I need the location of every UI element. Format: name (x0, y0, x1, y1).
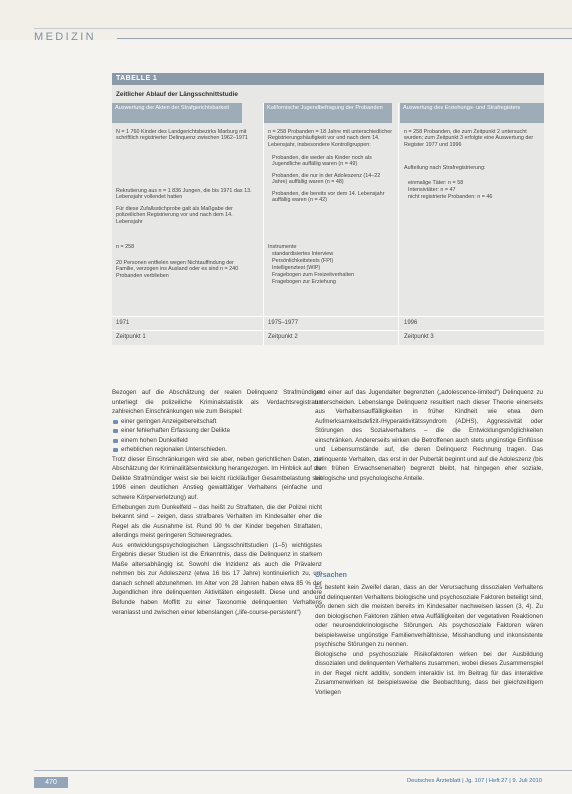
col3-block2: Aufteilung nach Strafregistrierung: (404, 165, 486, 171)
list-item: erheblichen regionalen Unterschieden. (112, 445, 322, 455)
paragraph: und einer auf das Jugendalter begrenzten („adolescence-limited“) Delinquenz zu unterscheiden. Lebenslange Delinquenz resultiert nach dieser Theorie einerseits aus Verhaltensauffälligkeiten in früher Kindheit wie etwa dem Aufmerksamkeitsdefizit-/Hyperaktivitätssyndrom (ADHS), Aggressivität oder Störungen des Sozialverhaltens – die die Entwicklungsmöglichkeiten einschränken. Andererseits wirken die Betroffenen auch stets ungünstige Einflüsse und Lebensumstände auf, die deren Delinquenz Rechnung tragen. Das delinquente Verhalten, das erst in der Pubertät beginnt und auf die Adoleszenz (bis zum frühen Erwachsenenalter) begrenzt bleibt, hat hingegen eher soziale, biologische und psychologische Anteile. (315, 389, 543, 482)
col2-instrument: Persönlichkeitstests (FPI) (272, 258, 334, 264)
table-row-divider (112, 330, 544, 331)
year-cell: 1996 (404, 320, 418, 326)
col2-instrument: Intelligenztest (WIP) (272, 265, 321, 271)
timepoint-cell: Zeitpunkt 1 (116, 334, 146, 340)
table-col-header-2: Kalifornische Jugendbefragung der Probanden (264, 103, 392, 123)
col1-n: n = 258 (116, 244, 135, 250)
col2-item: Probanden, die bereits vor dem 14. Lebensjahr auffällig waren (n = 42) (272, 191, 385, 204)
page-header (0, 0, 572, 43)
paragraph: Aus entwicklungspsychologischen Längsschnittstudien (1–5) wichtigstes Ergebnis dieser Studien ist die Erkenntnis, dass die Delinquenz in starkem Maße altersabhängig ist. Sowohl die Inzidenz als auch die Prävalenz nehmen bis zur Adoleszenz (etwa 16 bis 17 Jahre) kontinuierlich zu, um danach schnell abzunehmen. Im Alter von 28 Jahren haben etwa 85 % der Jugendlichen ihre delinquenten Aktivitäten eingestellt. Diese und andere Befunde haben Moffitt zu einer Taxonomie delinquenten Verhaltens veranlasst und zwischen einer lebenslangen („life-course-persistent“) (112, 541, 322, 616)
section-heading: Ursachen (315, 572, 347, 579)
bullet-list (112, 417, 322, 455)
paragraph: Trotz dieser Einschränkungen wird sie aber, neben gerichtlichen Daten, zur Abschätzung der Kriminalitätsentwicklung herangezogen. Im Hinblick auf die Delikte Strafmündiger weist sie bei leicht rückläufiger Gesamtbelastung seit 1996 einen deutlichen Anstieg gewalttätiger Verhaltens (einfache und schwere Körperverletzung) auf. (112, 455, 322, 502)
col1-block4: 20 Personen entfielen wegen Nichtauffindung der Familie, verzogen ins Ausland oder es sind n = 240 Probanden verblieben (116, 260, 239, 279)
section-title: MEDIZIN (34, 31, 97, 43)
paragraph: Es besteht kein Zweifel daran, dass an der Verursachung dissozialen Verhaltens und delinquenten Verhaltens biologische und psychosoziale Faktoren beteiligt sind, von denen sich die meisten bereits im Kindesalter nachweisen lassen (3, 4). Zu den biologischen Faktoren zählen etwa Auffälligkeiten der vegetativen Reaktionen oder neuroendokrinologische Störungen. Als psychosoziale Faktoren wären beispielsweise ungünstige Familienverhältnisse, Misshandlung und inkonsistente psychische Störungen zu nennen. (315, 584, 543, 649)
list-item: einer fehlerhaften Erfassung der Delikte (112, 426, 322, 436)
col2-item: Probanden, die nur in der Adoleszenz (14–22 Jahre) auffällig waren (n = 48) (272, 173, 381, 186)
col2-item: Probanden, die weder als Kinder noch als Jugendliche auffällig waren (n = 49) (272, 155, 372, 168)
table-row-divider (112, 316, 544, 317)
timepoint-cell: Zeitpunkt 2 (268, 334, 298, 340)
col1-block1: N = 1 760 Kinder des Landgerichtsbezirks Marburg mit schriftlich registrierter Delinquenz zwischen 1962–1971 (116, 129, 248, 142)
col3-item: Intensivtäter: n = 47 (408, 187, 456, 193)
page-number: 470 (34, 777, 68, 788)
table-divider (398, 103, 399, 345)
col2-block1: n = 258 Probanden = 18 Jahre mit unterschiedlicher Registrierungshäufigkeit vor und nach dem 14. Lebensjahr, insbesondere Kontrollgruppen: (268, 129, 393, 148)
year-cell: 1971 (116, 320, 130, 326)
journal-citation: Deutsches Ärzteblatt | Jg. 107 | Heft 27 | 9. Juli 2010 (406, 778, 542, 784)
table-divider (263, 103, 264, 345)
table-label: TABELLE 1 (112, 73, 544, 85)
col2-instrument: standardisiertes Interview (272, 251, 334, 257)
list-item: einem hohen Dunkelfeld (112, 436, 322, 446)
header-rule (117, 38, 572, 39)
header-rule-top (34, 28, 572, 29)
body-column-right-bottom (315, 583, 543, 698)
col2-instruments-label: Instrumente (268, 244, 297, 250)
col1-block3: Für diese Zufallsstichprobe galt als Maßgabe der polizeilichen Registrierung vor und nach dem 14. Lebensjahr (116, 206, 233, 225)
year-cell: 1975–1977 (268, 320, 299, 326)
col2-instrument: Fragebogen zur Erziehung (272, 279, 336, 285)
col1-block2: Rekrutierung aus n = 1 836 Jungen, die bis 1971 das 13. Lebensjahr vollendet hatten (116, 188, 252, 201)
col2-instrument: Fragebogen zum Freizeitverhalten (272, 272, 355, 278)
paragraph: Erhebungen zum Dunkelfeld – das heißt zu Straftaten, die der Polizei nicht bekannt sind – zeigen, dass strafbares Verhalten im Kindesalter eher die Regel als die Ausnahme ist. Rund 90 % der Kinder begehen Straftaten, allerdings meist geringeren Schweregrades. (112, 503, 322, 540)
list-item: einer geringen Anzeigebereitschaft (112, 417, 322, 427)
body-column-left (112, 388, 322, 760)
table-col-header-3: Auswertung des Erziehungs- und Strafregisters (400, 103, 544, 123)
table-title: Zeitlicher Ablauf der Längsschnittstudie (116, 91, 238, 98)
timepoint-cell: Zeitpunkt 3 (404, 334, 434, 340)
body-column-right-top (315, 388, 543, 483)
paragraph: Bezogen auf die Abschätzung der realen Delinquenz Strafmündiger unterliegt die polizeiliche Kriminalstatistik als Verdachtsregistratur zahlreichen Einschränkungen wie zum Beispiel: (112, 389, 322, 416)
col3-item: nicht registrierte Probanden: n = 46 (408, 194, 493, 200)
col3-item: einmalige Täter: n = 58 (408, 180, 464, 186)
paragraph: Biologische und psychosoziale Risikofaktoren wirken bei der Ausbildung dissozialen und delinquenten Verhaltens zusammen, wobei dieses Zusammenspiel in der Regel nicht additiv, sondern interaktiv ist. Im Beitrag für das interaktive Zusammenwirken ist beispielsweise die Beobachtung, dass bei gleichzeitigem Vorliegen (315, 650, 543, 697)
col3-block1: n = 258 Probanden, die zum Zeitpunkt 2 untersucht wurden; zum Zeitpunkt 3 erfolgte eine Auswertung der Register 1977 und 1996 (404, 129, 534, 148)
footer-rule (34, 770, 572, 771)
table-col-header-1: Auswertung der Akten der Strafgerichtsbarkeit (112, 103, 242, 123)
